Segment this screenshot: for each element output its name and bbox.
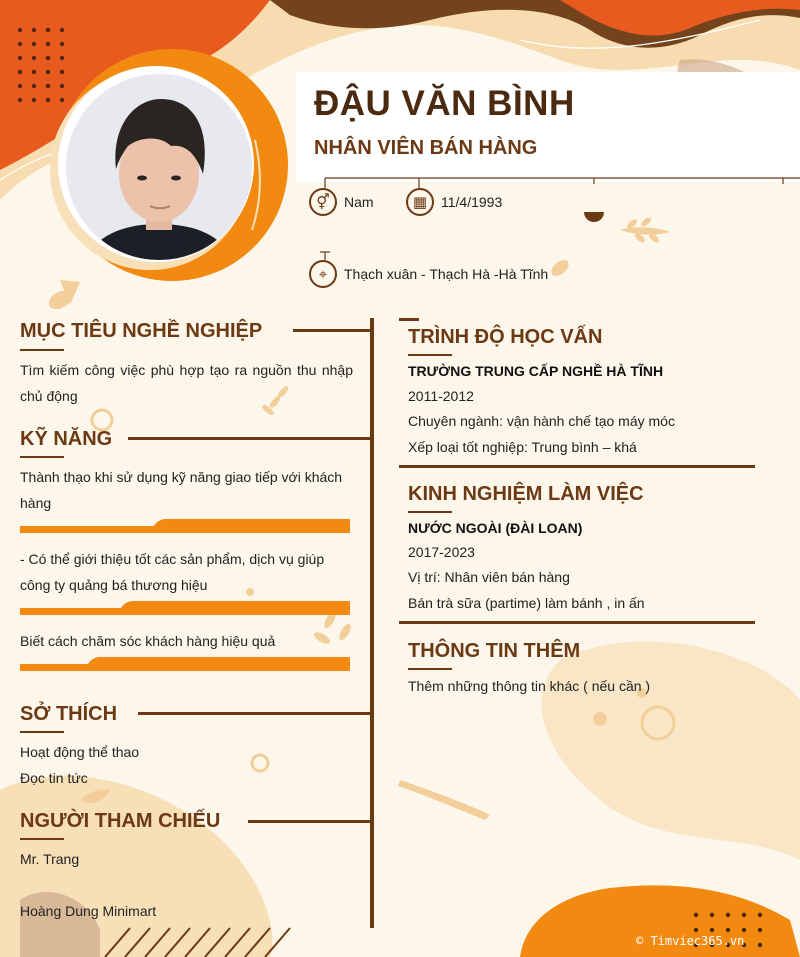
skill-bar xyxy=(20,519,350,533)
calendar-icon: ▦ xyxy=(406,188,434,216)
hobby-item: Hoạt động thể thao xyxy=(20,744,140,760)
address-value: Thạch xuân - Thạch Hà -Hà Tĩnh xyxy=(344,266,549,282)
hobbies-underline xyxy=(20,731,64,733)
objective-rule xyxy=(293,329,370,332)
extra-title: THÔNG TIN THÊM xyxy=(408,640,581,662)
extra-underline xyxy=(408,668,452,670)
skill-text: Biết cách chăm sóc khách hàng hiệu quả xyxy=(20,633,276,649)
skill-text: Thành thạo khi sử dụng kỹ năng giao tiếp với khách hàng xyxy=(20,469,343,511)
skills-title: KỸ NĂNG xyxy=(20,428,113,450)
education-bottom-rule xyxy=(399,465,755,468)
gender-value: Nam xyxy=(344,194,374,210)
skill-text: - Có thể giới thiệu tốt các sản phẩm, dịch vụ giúp công ty quảng bá thương hiệu xyxy=(20,551,325,593)
references-underline xyxy=(20,838,64,840)
avatar-photo xyxy=(66,74,252,260)
objective-title: MỤC TIÊU NGHỀ NGHIỆP xyxy=(20,320,263,342)
education-title: TRÌNH ĐỘ HỌC VẤN xyxy=(408,326,603,348)
experience-title: KINH NGHIỆM LÀM VIỆC xyxy=(408,483,644,505)
gender-icon: ⚥ xyxy=(309,188,337,216)
references-title: NGƯỜI THAM CHIẾU xyxy=(20,810,221,832)
education-rule xyxy=(399,318,419,321)
skill-bar xyxy=(20,601,350,615)
education-school: TRƯỜNG TRUNG CẤP NGHỀ HÀ TĨNH xyxy=(408,363,664,379)
reference-name: Mr. Trang xyxy=(20,851,80,867)
hobbies-title: SỞ THÍCH xyxy=(20,703,118,725)
watermark: © Timviec365.vn xyxy=(636,934,745,948)
skills-rule xyxy=(128,437,370,440)
references-rule xyxy=(248,820,370,823)
experience-bottom-rule xyxy=(399,621,755,624)
skill-bar xyxy=(20,657,350,671)
education-underline xyxy=(408,354,452,356)
location-pin-icon: ⌖ xyxy=(309,260,337,288)
reference-company: Hoàng Dung Minimart xyxy=(20,903,157,919)
experience-period: 2017-2023 xyxy=(408,544,475,560)
objective-underline xyxy=(20,349,64,351)
experience-position: Vị trí: Nhân viên bán hàng xyxy=(408,569,570,585)
experience-company: NƯỚC NGOÀI (ĐÀI LOAN) xyxy=(408,520,583,536)
hobbies-rule xyxy=(138,712,370,715)
extra-text: Thêm những thông tin khác ( nếu cần ) xyxy=(408,678,651,694)
experience-description: Bán trà sữa (partime) làm bánh , in ấn xyxy=(408,595,645,611)
birthdate-value: 11/4/1993 xyxy=(441,194,503,210)
experience-underline xyxy=(408,511,452,513)
hobby-item: Đọc tin tức xyxy=(20,770,88,786)
education-grade: Xếp loại tốt nghiệp: Trung bình – khá xyxy=(408,439,637,455)
education-period: 2011-2012 xyxy=(408,388,474,404)
education-major: Chuyên ngành: vận hành chế tạo máy móc xyxy=(408,413,675,429)
skills-underline xyxy=(20,456,64,458)
objective-text: Tìm kiếm công việc phù hợp tạo ra nguồn thu nhập chủ động xyxy=(20,362,353,404)
job-title: NHÂN VIÊN BÁN HÀNG xyxy=(314,137,538,159)
avatar xyxy=(66,74,252,260)
candidate-name: ĐẬU VĂN BÌNH xyxy=(314,84,575,123)
